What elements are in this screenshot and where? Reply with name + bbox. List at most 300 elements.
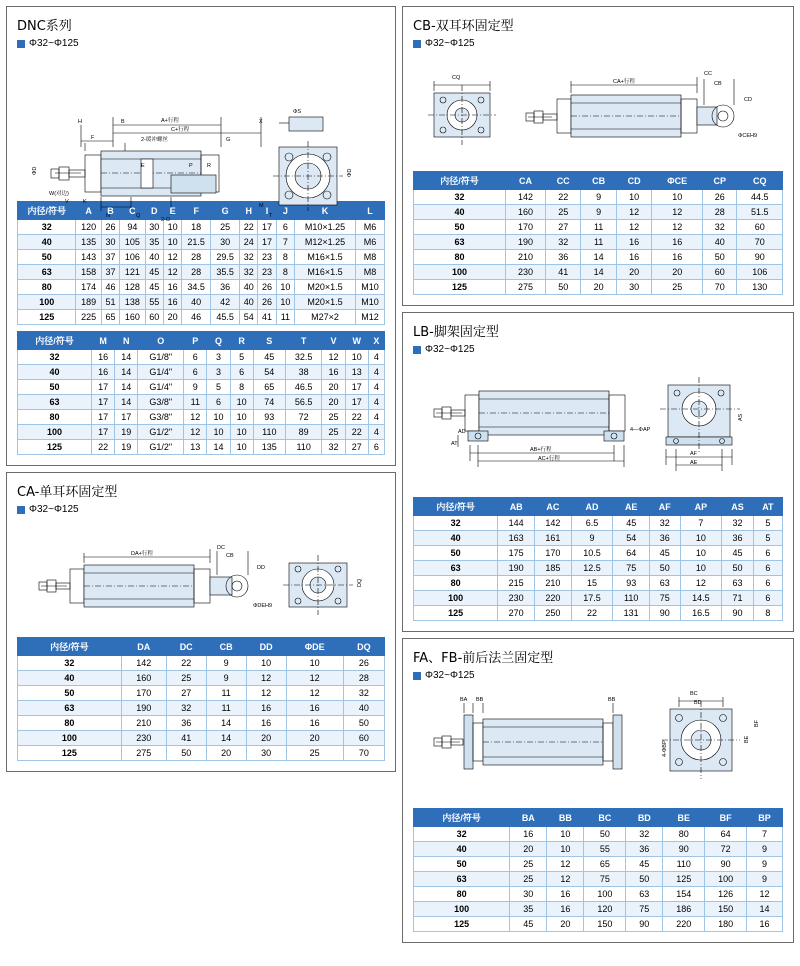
table-cell: 16 (322, 365, 345, 380)
table-cell: 75 (626, 902, 663, 917)
table-cell: 12 (286, 671, 343, 686)
table-cell: 230 (121, 731, 166, 746)
column-header: Q (207, 332, 230, 350)
svg-text:BF: BF (754, 719, 760, 727)
table-cell: 23 (258, 265, 276, 280)
table-cell: 10 (616, 190, 651, 205)
column-header: P (184, 332, 207, 350)
table-cell: 7 (276, 235, 294, 250)
table-cell: 32 (322, 440, 345, 455)
table-cell: 26 (343, 656, 384, 671)
column-header: AB (498, 498, 535, 516)
table-cell: 25 (652, 280, 703, 295)
column-header: AS (722, 498, 754, 516)
table-cell: 17 (91, 395, 114, 410)
table-row (414, 516, 783, 531)
table-cell: 20 (581, 280, 616, 295)
table-cell: 120 (584, 902, 626, 917)
table-cell: 16 (652, 250, 703, 265)
table-cell: 63 (18, 265, 76, 280)
table-cell: 12 (652, 220, 703, 235)
table-cell: 56.5 (285, 395, 322, 410)
table-cell: 32 (240, 250, 258, 265)
table-cell: 25 (510, 872, 547, 887)
table-cell: 75 (584, 872, 626, 887)
svg-text:K: K (83, 199, 87, 205)
table-cell: 63 (722, 576, 754, 591)
table-cell: 41 (258, 310, 276, 325)
table-row (18, 410, 385, 425)
table-cell: 32 (414, 190, 506, 205)
table-cell: 63 (414, 872, 510, 887)
column-header: V (322, 332, 345, 350)
table-cell: 128 (120, 280, 145, 295)
table-cell: 100 (18, 425, 92, 440)
table-body (414, 827, 783, 932)
table-cell: 90 (705, 857, 747, 872)
table-cell: 36 (722, 531, 754, 546)
table-row (414, 887, 783, 902)
table-cell: 40 (414, 842, 510, 857)
table-cell: 12 (652, 205, 703, 220)
table-cell: 12 (246, 671, 286, 686)
column-header: 内径/符号 (414, 172, 506, 190)
svg-text:G: G (226, 137, 231, 143)
table-cell: 26 (703, 190, 737, 205)
table-cell: 40 (703, 235, 737, 250)
table-cell: 37 (101, 265, 119, 280)
table-cell: 50 (703, 250, 737, 265)
table-cell: 25 (166, 671, 206, 686)
table-cell: 16 (616, 235, 651, 250)
table-cell: 30 (616, 280, 651, 295)
column-header: D (145, 202, 163, 220)
svg-text:Q: Q (136, 213, 141, 219)
table-cell: M16×1.5 (295, 265, 356, 280)
table-cell: 10 (246, 656, 286, 671)
table-cell: 32 (722, 516, 754, 531)
table-cell: 135 (253, 440, 285, 455)
table-cell: 125 (663, 872, 705, 887)
column-header: J (276, 202, 294, 220)
table-cell: M10 (355, 280, 384, 295)
table-cell: 190 (498, 561, 535, 576)
svg-text:BB: BB (476, 697, 484, 703)
table-cell: 250 (535, 606, 572, 621)
table-cell: 21.5 (182, 235, 211, 250)
table-cell: 16 (547, 902, 584, 917)
column-header: C (120, 202, 145, 220)
table-cell: 71 (722, 591, 754, 606)
table-cell: 50 (545, 280, 580, 295)
table-cell: 93 (613, 576, 650, 591)
table-cell: 14 (581, 265, 616, 280)
table-cell: 110 (285, 440, 322, 455)
table-cell: 210 (121, 716, 166, 731)
table-cell: 32 (18, 350, 92, 365)
svg-text:AD: AD (458, 429, 466, 435)
table-row (414, 546, 783, 561)
table-cell: 275 (121, 746, 166, 761)
svg-text:P: P (189, 163, 193, 169)
table-cell: 14 (115, 350, 138, 365)
table-cell: 100 (18, 731, 122, 746)
table-cell: 10 (163, 220, 181, 235)
svg-text:CD: CD (744, 97, 752, 103)
column-header: N (115, 332, 138, 350)
table-cell: 6 (753, 546, 782, 561)
table-cell: 125 (414, 606, 498, 621)
table-cell: 10 (207, 425, 230, 440)
table-cell: 22 (240, 220, 258, 235)
table-cell: 63 (18, 701, 122, 716)
table-cell: 17 (115, 410, 138, 425)
svg-text:A+行程: A+行程 (161, 118, 179, 124)
table-cell: 11 (206, 701, 246, 716)
table-cell: 12 (746, 887, 782, 902)
table-cell: 26 (258, 295, 276, 310)
table-cell: G1/4" (138, 365, 184, 380)
table-row (414, 250, 783, 265)
table-cell: 100 (414, 902, 510, 917)
table-cell: 12 (680, 576, 722, 591)
table-cell: 46 (182, 310, 211, 325)
svg-text:AF: AF (690, 451, 698, 457)
dnc-table-2 (17, 331, 385, 455)
table-cell: 60 (703, 265, 737, 280)
ca-title: CA-单耳环固定型 (17, 485, 118, 500)
table-cell: 29.5 (211, 250, 240, 265)
table-cell: 93 (253, 410, 285, 425)
column-header: AD (571, 498, 613, 516)
table-cell: 45 (722, 546, 754, 561)
panel-lb (402, 312, 794, 632)
table-cell: M20×1.5 (295, 280, 356, 295)
table-cell: 41 (545, 265, 580, 280)
table-cell: 6 (207, 395, 230, 410)
svg-text:AE: AE (690, 460, 698, 466)
table-cell: 50 (626, 872, 663, 887)
svg-text:R: R (207, 163, 211, 169)
table-cell: 60 (737, 220, 783, 235)
table-cell: 8 (753, 606, 782, 621)
table-row (414, 917, 783, 932)
table-cell: 50 (18, 686, 122, 701)
table-row (18, 280, 385, 295)
table-cell: 19 (115, 440, 138, 455)
table-cell: 6 (184, 365, 207, 380)
table-cell: 22 (345, 410, 368, 425)
table-row (414, 280, 783, 295)
table-cell: 9 (746, 872, 782, 887)
table-cell: 89 (285, 425, 322, 440)
table-cell: 32 (343, 686, 384, 701)
table-cell: 6 (276, 220, 294, 235)
table-row (18, 671, 385, 686)
table-cell: 72 (285, 410, 322, 425)
table-body (414, 516, 783, 621)
ca-subtitle-text: Φ32~Φ125 (29, 504, 79, 515)
column-header: E (163, 202, 181, 220)
table-cell: 50 (18, 380, 92, 395)
table-cell: 54 (240, 310, 258, 325)
table-cell: 9 (746, 842, 782, 857)
table-row (18, 380, 385, 395)
table-cell: 50 (166, 746, 206, 761)
table-cell: 26 (258, 280, 276, 295)
table-cell: 45 (145, 265, 163, 280)
table-cell: G3/8" (138, 395, 184, 410)
svg-text:4-ΦBP: 4-ΦBP (662, 740, 668, 757)
table-cell: 34.5 (182, 280, 211, 295)
table-cell: 28 (343, 671, 384, 686)
table-cell: 100 (414, 265, 506, 280)
table-body (18, 220, 385, 325)
table-cell: 40 (18, 671, 122, 686)
table-cell: 8 (276, 265, 294, 280)
column-header: B (101, 202, 119, 220)
table-cell: 16 (286, 716, 343, 731)
table-cell: 80 (18, 280, 76, 295)
column-header: BE (663, 809, 705, 827)
table-cell: 9 (581, 205, 616, 220)
table-cell: 32 (414, 827, 510, 842)
table-row (414, 576, 783, 591)
table-cell: 36 (545, 250, 580, 265)
table-cell: 27 (345, 440, 368, 455)
table-cell: 4 (368, 425, 384, 440)
table-cell: 10 (286, 656, 343, 671)
table-cell: 32 (166, 701, 206, 716)
table-cell: 25 (510, 857, 547, 872)
table-cell: 50 (414, 857, 510, 872)
table-row (18, 295, 385, 310)
column-header: DQ (343, 638, 384, 656)
table-cell: 10 (230, 425, 253, 440)
table-cell: 11 (581, 235, 616, 250)
table-cell: 270 (498, 606, 535, 621)
table-cell: 30 (510, 887, 547, 902)
table-cell: 4 (368, 365, 384, 380)
table-cell: 46.5 (285, 380, 322, 395)
table-row (414, 606, 783, 621)
table-cell: 6 (368, 440, 384, 455)
table-cell: 189 (76, 295, 101, 310)
table-cell: 5 (753, 531, 782, 546)
svg-text:B: B (121, 119, 125, 125)
table-cell: 160 (506, 205, 546, 220)
table-row (414, 220, 783, 235)
table-header-row (18, 638, 385, 656)
table-cell: 12.5 (571, 561, 613, 576)
table-cell: 80 (18, 716, 122, 731)
table-cell: 110 (613, 591, 650, 606)
table-cell: 80 (414, 250, 506, 265)
table-cell: 14 (206, 731, 246, 746)
dnc-title: DNC系列 (17, 19, 72, 34)
table-cell: 144 (498, 516, 535, 531)
table-cell: 4 (368, 350, 384, 365)
table-cell: 63 (626, 887, 663, 902)
table-cell: 36 (166, 716, 206, 731)
panel-cb (402, 6, 794, 306)
table-cell: 9 (184, 380, 207, 395)
table-cell: 230 (506, 265, 546, 280)
svg-text:DC: DC (217, 545, 225, 551)
svg-text:DQ: DQ (357, 578, 363, 587)
svg-text:DD: DD (257, 565, 265, 571)
table-cell: 32 (626, 827, 663, 842)
table-cell: 40 (343, 701, 384, 716)
table-cell: 40 (18, 365, 92, 380)
table-cell: 13 (184, 440, 207, 455)
table-cell: 60 (145, 310, 163, 325)
table-cell: 215 (498, 576, 535, 591)
table-cell: 20 (286, 731, 343, 746)
table-row (18, 250, 385, 265)
table-cell: 106 (737, 265, 783, 280)
table-cell: 105 (120, 235, 145, 250)
svg-text:CB: CB (714, 81, 722, 87)
svg-text:AC+行程: AC+行程 (538, 456, 560, 462)
svg-text:ΦDEH9: ΦDEH9 (253, 603, 273, 609)
svg-text:BD: BD (694, 700, 702, 706)
svg-text:N: N (106, 213, 110, 219)
table-cell: 65 (584, 857, 626, 872)
table-cell: 40 (414, 531, 498, 546)
column-header: ΦCE (652, 172, 703, 190)
table-cell: 40 (240, 280, 258, 295)
table-cell: 35 (510, 902, 547, 917)
right-column (402, 6, 794, 960)
table-cell: 10 (230, 395, 253, 410)
table-cell: 14 (206, 716, 246, 731)
svg-text:H: H (78, 119, 82, 125)
table-cell: 3 (207, 350, 230, 365)
table-cell: 161 (535, 531, 572, 546)
table-row (18, 656, 385, 671)
table-row (18, 701, 385, 716)
column-header: F (182, 202, 211, 220)
table-row (414, 265, 783, 280)
svg-text:ΦD: ΦD (347, 168, 353, 177)
table-cell: 16.5 (680, 606, 722, 621)
table-cell: 54 (613, 531, 650, 546)
column-header: T (285, 332, 322, 350)
svg-text:CB: CB (226, 553, 234, 559)
column-header: CB (581, 172, 616, 190)
table-cell: 7 (680, 516, 722, 531)
table-cell: 10 (680, 561, 722, 576)
table-cell: 110 (253, 425, 285, 440)
column-header: BC (584, 809, 626, 827)
svg-text:CQ: CQ (452, 75, 461, 81)
table-cell: 16 (91, 365, 114, 380)
table-cell: 72 (705, 842, 747, 857)
table-cell: 12 (547, 872, 584, 887)
table-cell: 90 (663, 842, 705, 857)
table-row (414, 205, 783, 220)
table-cell: 100 (414, 591, 498, 606)
table-row (18, 716, 385, 731)
svg-text:CC: CC (704, 71, 712, 77)
table-cell: 14 (115, 380, 138, 395)
svg-text:ΦD: ΦD (32, 166, 38, 175)
table-cell: 7 (746, 827, 782, 842)
table-cell: 17 (258, 235, 276, 250)
column-header: 内径/符号 (18, 638, 122, 656)
table-row (414, 902, 783, 917)
table-cell: 16 (163, 295, 181, 310)
table-cell: 63 (414, 235, 506, 250)
table-body (18, 350, 385, 455)
ca-subtitle (17, 504, 385, 515)
svg-text:W(对边): W(对边) (49, 191, 69, 197)
table-cell: 30 (101, 235, 119, 250)
table-cell: 12 (184, 410, 207, 425)
fafb-subtitle (413, 670, 783, 681)
column-header: X (368, 332, 384, 350)
table-row (414, 591, 783, 606)
table-cell: 11 (206, 686, 246, 701)
table-cell: 32 (545, 235, 580, 250)
table-cell: 64 (705, 827, 747, 842)
table-cell: 36 (650, 531, 680, 546)
table-cell: 225 (76, 310, 101, 325)
table-cell: 190 (506, 235, 546, 250)
square-bullet-icon (17, 40, 25, 48)
table-cell: 70 (737, 235, 783, 250)
table-cell: 17 (345, 380, 368, 395)
table-cell: 32 (18, 656, 122, 671)
panel-ca (6, 472, 396, 772)
table-cell: 14 (207, 440, 230, 455)
table-cell: 210 (506, 250, 546, 265)
table-cell: 10 (276, 280, 294, 295)
table-cell: 100 (705, 872, 747, 887)
column-header: K (295, 202, 356, 220)
table-cell: 6 (230, 365, 253, 380)
table-cell: 25 (322, 410, 345, 425)
table-cell: 22 (571, 606, 613, 621)
table-cell: G1/8" (138, 350, 184, 365)
table-cell: 125 (18, 440, 92, 455)
column-header: DD (246, 638, 286, 656)
svg-text:DA+行程: DA+行程 (131, 551, 153, 557)
column-header: L (355, 202, 384, 220)
table-cell: 100 (18, 295, 76, 310)
svg-text:BE: BE (744, 735, 750, 743)
table-cell: 12 (616, 205, 651, 220)
column-header: AE (613, 498, 650, 516)
table-cell: 135 (76, 235, 101, 250)
table-cell: 12 (286, 686, 343, 701)
table-cell: 16 (746, 917, 782, 932)
svg-text:C+行程: C+行程 (171, 127, 190, 133)
dnc-subtitle (17, 38, 385, 49)
table-cell: 6 (184, 350, 207, 365)
table-cell: 20 (322, 380, 345, 395)
table-cell: 50 (18, 250, 76, 265)
table-cell: M8 (355, 250, 384, 265)
table-cell: 32 (703, 220, 737, 235)
table-cell: 45 (253, 350, 285, 365)
table-cell: 3 (207, 365, 230, 380)
table-cell: M12×1.25 (295, 235, 356, 250)
table-cell: 16 (163, 280, 181, 295)
table-cell: 16 (91, 350, 114, 365)
table-cell: 10 (680, 546, 722, 561)
